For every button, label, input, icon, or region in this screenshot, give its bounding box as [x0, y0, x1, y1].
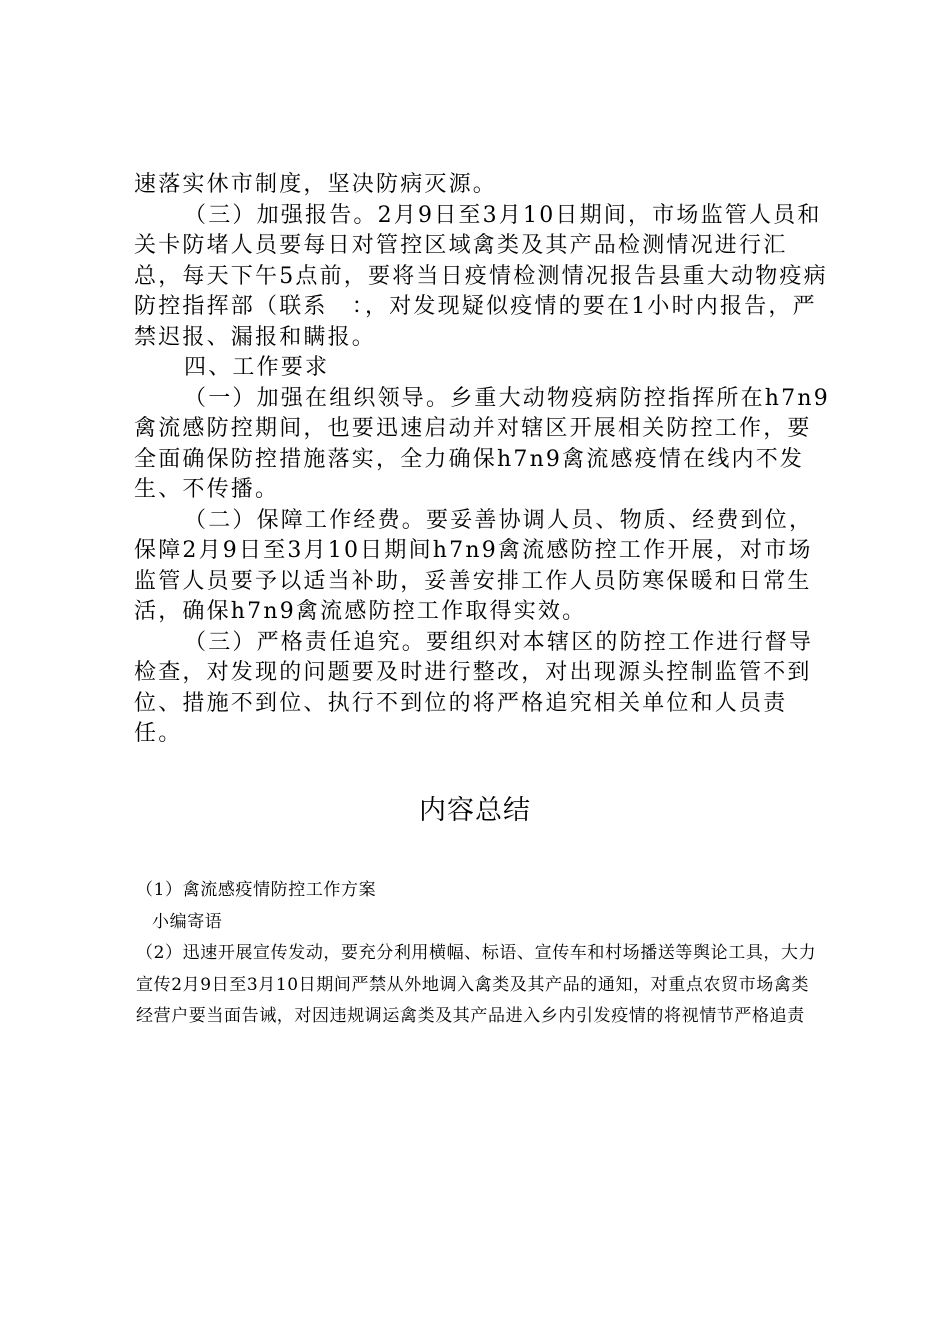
body-text	[134, 170, 834, 750]
editor-note: 小编寄语	[152, 911, 223, 932]
paragraph-report: （三）加强报告。2月9日至3月10日期间，市场监管人员和关卡防堵人员要每日对管控区域禽类及其产品检测情况进行汇总，每天下午5点前，要将当日疫情检测情况报告县重大动物疫病防控指挥部（联系 ：，对发现疑似疫情的要在1小时内报告，严禁迟报、漏报和瞒报。	[134, 202, 828, 350]
summary-item-2: （2）迅速开展宣传发动，要充分利用横幅、标语、宣传车和村场播送等舆论工具，大力宣传2月9日至3月10日期间严禁从外地调入禽类及其产品的通知，对重点农贸市场禽类经营户要当面告诫，对因违规调运禽类及其产品进入乡内引发疫情的将视情节严格追责	[136, 943, 817, 1026]
paragraph-funding: （二）保障工作经费。要妥善协调人员、物质、经费到位，保障2月9日至3月10日期间h7n9禽流感防控工作开展，对市场监管人员要予以适当补助，妥善安排工作人员防寒保暖和日常生活，确保h7n9禽流感防控工作取得实效。	[134, 507, 814, 624]
paragraph-continuation: 速落实休市制度，坚决防病灭源。	[134, 172, 498, 197]
summary-section	[136, 875, 826, 1033]
paragraph-accountability: （三）严格责任追究。要组织对本辖区的防控工作进行督导检查，对发现的问题要及时进行整改，对出现源头控制监管不到位、措施不到位、执行不到位的将严格追究相关单位和人员责任。	[134, 629, 814, 746]
summary-item-1: （1）禽流感疫情防控工作方案	[136, 880, 377, 900]
section-heading-requirements: 四、工作要求	[184, 355, 330, 380]
paragraph-leadership: （一）加强在组织领导。乡重大动物疫病防控指挥所在h7n9禽流感防控期间，也要迅速启动并对辖区开展相关防控工作，要全面确保防控措施落实，全力确保h7n9禽流感疫情在线内不发生、不传播。	[134, 385, 830, 502]
summary-heading: 内容总结	[419, 795, 531, 826]
